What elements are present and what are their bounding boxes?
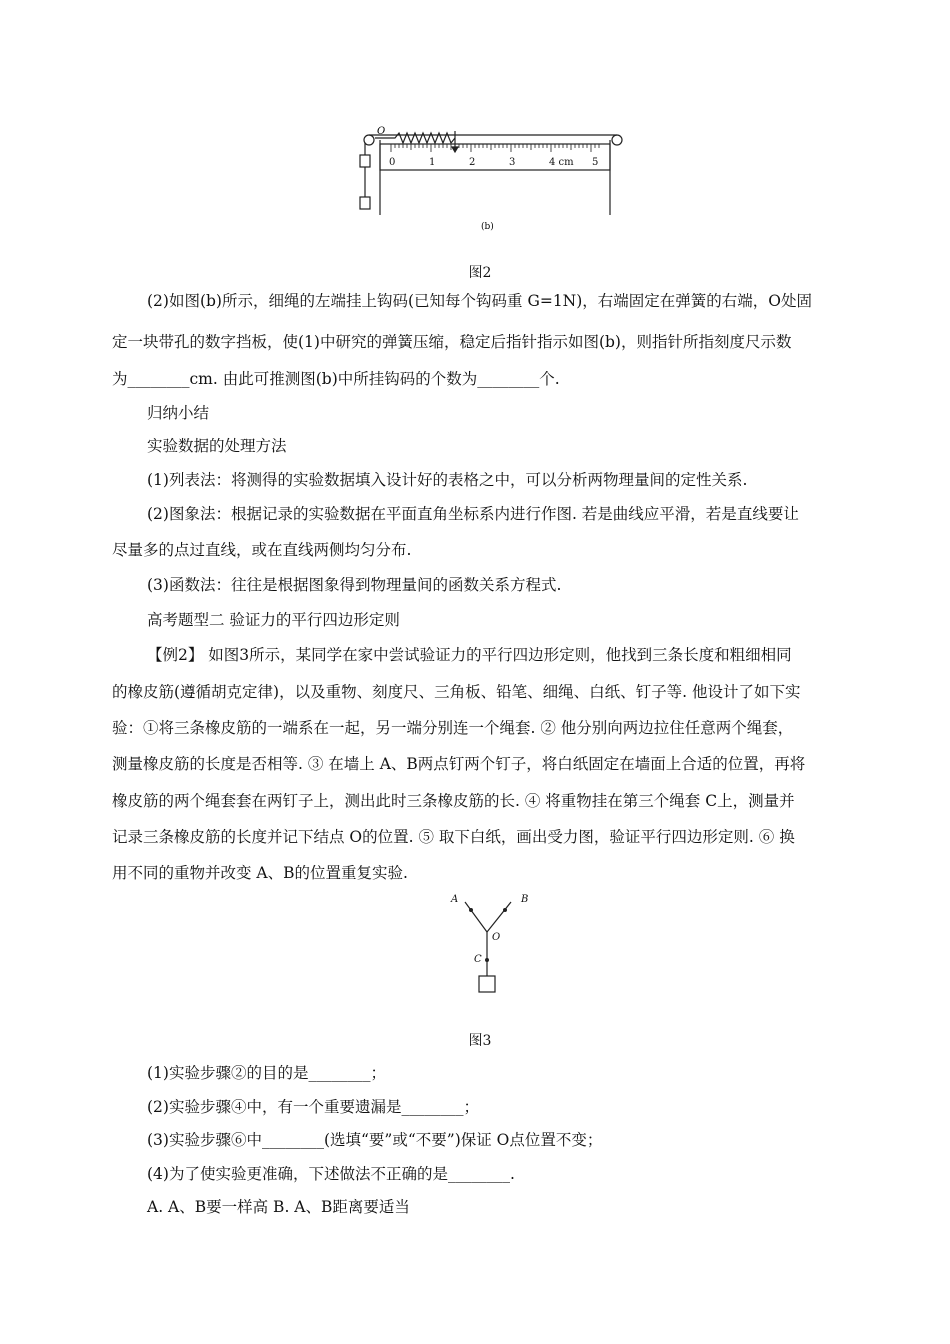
- ruler-label: 0: [389, 157, 396, 168]
- ruler-label: 5: [592, 157, 599, 168]
- sub-caption: (b): [481, 222, 494, 232]
- text-line: 尽量多的点过直线，或在直线两侧均匀分布.: [112, 541, 412, 559]
- figure-2-diagram: [355, 125, 635, 235]
- text-line: 定一块带孔的数字挡板，使(1)中研究的弹簧压缩，稳定后指针指示如图(b)，则指针所指刻度尺示数: [112, 333, 792, 351]
- figure-3-diagram: [445, 890, 535, 1000]
- figure-3-caption: 图3: [468, 1033, 492, 1049]
- text-line: 的橡皮筋(遵循胡克定律)，以及重物、刻度尺、三角板、铅笔、细绳、白纸、钉子等. 他设计了如下实: [112, 683, 801, 701]
- text-line: (1)列表法：将测得的实验数据填入设计好的表格之中，可以分析两物理量间的定性关系.: [147, 471, 748, 489]
- section-heading: 归纳小结: [147, 404, 210, 422]
- question-2: (2)实验步骤④中，有一个重要遗漏是________；: [147, 1098, 479, 1116]
- question-3: (3)实验步骤⑥中________(选填“要”或“不要”)保证 O点位置不变；: [147, 1131, 603, 1149]
- question-4: (4)为了使实验更准确，下述做法不正确的是________.: [147, 1165, 515, 1183]
- text-line: 为________cm. 由此可推测图(b)中所挂钩码的个数为________个.: [112, 370, 560, 388]
- section-heading: 高考题型二 验证力的平行四边形定则: [147, 611, 400, 629]
- ruler-label: 4 cm: [549, 157, 574, 168]
- text-line: (2)如图(b)所示，细绳的左端挂上钩码(已知每个钩码重 G=1N)，右端固定在弹簧的右端，O处固: [147, 292, 812, 310]
- question-4-options: A. A、B要一样高 B. A、B距离要适当: [147, 1198, 410, 1216]
- point-b-label: B: [521, 894, 529, 905]
- ruler-label: 1: [429, 157, 436, 168]
- figure-2-caption: 图2: [468, 265, 492, 281]
- text-line: 验：①将三条橡皮筋的一端系在一起，另一端分别连一个绳套. ② 他分别向两边拉住任意两个绳套，: [112, 719, 794, 737]
- point-o-label: O: [492, 932, 501, 943]
- point-a-label: A: [451, 894, 459, 905]
- ruler-label: 3: [509, 157, 516, 168]
- text-line: 记录三条橡皮筋的长度并记下结点 O的位置. ⑤ 取下白纸，画出受力图，验证平行四边形定则. ⑥ 换: [112, 828, 795, 846]
- text-line: 测量橡皮筋的长度是否相等. ③ 在墙上 A、B两点钉两个钉子，将白纸固定在墙面上合适的位置，再将: [112, 755, 806, 773]
- text-line: 用不同的重物并改变 A、B的位置重复实验.: [112, 864, 408, 882]
- text-line: (3)函数法：往往是根据图象得到物理量间的函数关系方程式.: [147, 576, 562, 594]
- section-heading: 实验数据的处理方法: [147, 437, 287, 455]
- text-line: 橡皮筋的两个绳套套在两钉子上，测出此时三条橡皮筋的长. ④ 将重物挂在第三个绳套 C上，测量并: [112, 792, 795, 810]
- text-line: 【例2】 如图3所示，某同学在家中尝试验证力的平行四边形定则，他找到三条长度和粗细相同: [147, 646, 792, 664]
- point-c-label: C: [474, 954, 482, 965]
- text-line: (2)图象法：根据记录的实验数据在平面直角坐标系内进行作图. 若是曲线应平滑，若是直线要让: [147, 505, 799, 523]
- point-o-label: O: [377, 126, 386, 137]
- ruler-label: 2: [469, 157, 476, 168]
- question-1: (1)实验步骤②的目的是________；: [147, 1064, 386, 1082]
